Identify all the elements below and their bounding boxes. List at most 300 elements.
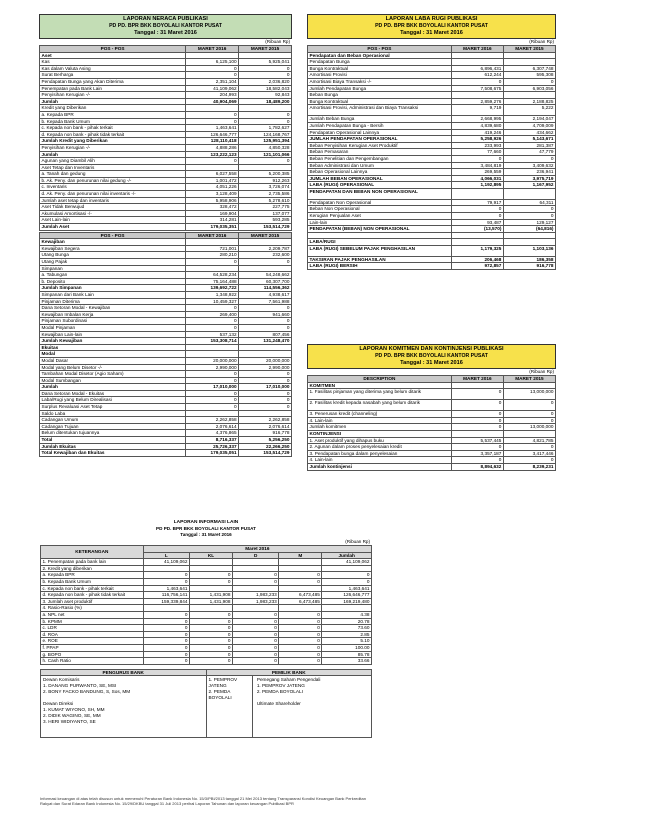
info-value: 0 [143, 658, 189, 665]
labarugi-value: 2,859,276 [451, 98, 503, 105]
aset-value: 0 [186, 118, 239, 125]
kewajiban-label: Jumlah Kewajiban [40, 338, 186, 345]
kewajiban-row [40, 265, 292, 272]
info-title: LAPORAN INFORMASI LAIN [173, 520, 239, 525]
labarugi-header [307, 14, 556, 39]
text-line: Pemegang Saham Pengendali [256, 677, 321, 683]
labarugi-row [308, 169, 556, 176]
labarugi-label: Beban Pemasaran [308, 149, 452, 156]
text-line: 3. HERI WIDIYANTO, SE [43, 719, 96, 725]
ekuitas-value: 20,000,000 [186, 357, 239, 364]
labarugi-row [308, 213, 556, 220]
komitmen-row [308, 457, 556, 464]
labarugi-value: 2,668,995 [451, 116, 503, 123]
info-label: f. PPAP [41, 644, 144, 651]
text-line: 2. PEMDA BOYOLALI [208, 689, 232, 701]
komitmen-row [308, 463, 556, 470]
info-col: D [232, 552, 278, 559]
kewajiban-value: 0 [239, 259, 292, 266]
info-value: 0 [143, 651, 189, 658]
labarugi-value: 79,917 [451, 199, 503, 206]
komitmen-value: 0 [451, 400, 503, 411]
kewajiban-value: 153,308,714 [186, 338, 239, 345]
aset-value: 5,200,385 [239, 171, 292, 178]
labarugi-value: 186,358 [503, 256, 555, 263]
kewajiban-value: 0 [186, 318, 239, 325]
ekuitas-value [186, 410, 239, 417]
aset-value: 4,850,328 [239, 144, 292, 151]
info-date: Tanggal : 31 Maret 2016 [180, 532, 232, 537]
info-value: 0 [143, 638, 189, 645]
labarugi-value [451, 52, 503, 59]
labarugi-value: 5,143,671 [503, 136, 555, 143]
aset-value: 5,278,610 [239, 197, 292, 204]
grand-total-2016: 179,035,051 [186, 450, 239, 457]
text-line: 2. BONY FACKO BANDUNG, S, Sos, MM [43, 689, 131, 695]
kewajiban-label: Kewajiban Lain-lain [40, 331, 186, 338]
info-value: 0 [322, 578, 372, 585]
labarugi-value: 206,468 [451, 256, 503, 263]
info-value: 0 [189, 611, 232, 618]
komitmen-row [308, 400, 556, 411]
komitmen-row [308, 417, 556, 424]
info-label: a. NPL net [41, 611, 144, 618]
aset-value: 0 [239, 118, 292, 125]
bank-officers-table [40, 669, 372, 739]
text-line: Dewan Komisaris [43, 677, 80, 683]
aset-row [40, 105, 292, 112]
aset-label: Penyisihan Kerugian -/- [40, 92, 186, 99]
aset-value: 40,904,069 [186, 98, 239, 105]
labarugi-label: JUMLAH BEBAN OPERASIONAL [308, 175, 452, 182]
labarugi-value: (64,816) [503, 226, 555, 233]
ekuitas-label: Surplus Revaluasi Aset Tetap [40, 404, 186, 411]
labarugi-bank: PD PD. BPR BKK BOYOLALI KANTOR PUSAT [375, 23, 488, 29]
info-label: d. ROA [41, 631, 144, 638]
kewajiban-value: 114,556,362 [239, 285, 292, 292]
kewajiban-value: 7,561,988 [239, 298, 292, 305]
pemilik-list [206, 676, 252, 738]
text-line: 2. DIDIK WAGINO, SE, MM [43, 713, 101, 719]
labarugi-value: 0 [451, 213, 503, 220]
komitmen-value: 3,417,446 [503, 450, 555, 457]
komitmen-value: 5,537,445 [451, 437, 503, 444]
komitmen-value: 0 [503, 400, 555, 411]
kewajiban-value: 941,660 [239, 311, 292, 318]
aset-value: 593,285 [239, 217, 292, 224]
aset-label: Aset Lain-lain [40, 217, 186, 224]
info-value [232, 559, 278, 566]
aset-row [40, 59, 292, 66]
labarugi-label: Amortisasi Biaya Transaksi -/- [308, 78, 452, 85]
ekuitas-row [40, 351, 292, 358]
labarugi-value: 6,307,748 [503, 65, 555, 72]
neraca-aset-table [39, 45, 292, 231]
aset-row [40, 85, 292, 92]
pengurus-list [41, 676, 207, 738]
ekuitas-row [40, 410, 292, 417]
ekuitas-value: 8,716,337 [186, 437, 239, 444]
komitmen-label: KOMITMEN [308, 382, 452, 389]
labarugi-value: 4,709,009 [503, 122, 555, 129]
text-line: 1. PEMPROV JATENG [208, 677, 238, 689]
info-value: 0 [143, 631, 189, 638]
labarugi-value: 434,662 [503, 129, 555, 136]
col-maret-2016: MARET 2016 [186, 46, 239, 53]
info-label: g. BOPO [41, 651, 144, 658]
aset-label: b. Ak. Peny. dan penurunan nilai gedung -/- [40, 177, 186, 184]
info-value: 159,339,844 [143, 598, 189, 605]
info-row [41, 638, 372, 645]
info-table [40, 545, 372, 665]
info-value: 0 [232, 625, 278, 632]
kewajiban-value: 0 [239, 318, 292, 325]
labarugi-value: 4,066,031 [451, 175, 503, 182]
aset-label: c. Kepada non bank - pihak terkait [40, 125, 186, 132]
info-value: 0 [279, 651, 322, 658]
kewajiban-label: Pinjaman Diterima [40, 298, 186, 305]
info-value: 0 [232, 644, 278, 651]
labarugi-value [451, 92, 503, 99]
komitmen-value: 0 [451, 417, 503, 424]
ekuitas-label: Modal Dasar [40, 357, 186, 364]
labarugi-row [308, 129, 556, 136]
aset-value: 6,125,100 [186, 59, 239, 66]
labarugi-row [308, 105, 556, 116]
aset-value: 1,001,472 [186, 177, 239, 184]
ekuitas-label: Total [40, 437, 186, 444]
aset-value: 18,489,200 [239, 98, 292, 105]
komitmen-label: 4. Lain-lain [308, 417, 452, 424]
info-value: 0 [143, 618, 189, 625]
komitmen-row [308, 382, 556, 389]
ekuitas-row [40, 364, 292, 371]
labarugi-row [308, 78, 556, 85]
jumlah-aset-2015: 153,514,729 [239, 224, 292, 231]
labarugi-row [308, 85, 556, 92]
labarugi-label: Jumlah Pendapatan Bunga [308, 85, 452, 92]
ekuitas-value: 22,266,250 [239, 443, 292, 450]
col-maret-2016-2: MARET 2016 [186, 232, 239, 239]
kewajiban-row [40, 259, 292, 266]
kewajiban-value: 280,210 [186, 252, 239, 259]
kewajiban-value: 60,307,700 [239, 278, 292, 285]
komitmen-title: LAPORAN KOMITMEN DAN KONTINJENSI PUBLIKASI [359, 346, 504, 352]
kewajiban-value: 0 [239, 324, 292, 331]
kewajiban-value [239, 265, 292, 272]
info-label: c. Kepada non bank - pihak terkait [41, 585, 144, 592]
info-label: 1. Penempatan pada bank lain [41, 559, 144, 566]
aset-value: 123,222,123 [186, 151, 239, 158]
komitmen-value: 0 [451, 389, 503, 400]
komitmen-label: 1. Fasilitas pinjaman yang diterima yang belum ditarik [308, 389, 452, 400]
komitmen-value: 0 [503, 417, 555, 424]
labarugi-value: 1,192,895 [451, 182, 503, 189]
aset-row [40, 98, 292, 105]
komitmen-label: 2. Fasilitas kredit kepada nasabah yang belum ditarik [308, 400, 452, 411]
neraca-title: LAPORAN NERACA PUBLIKASI [123, 16, 208, 22]
labarugi-row [308, 136, 556, 143]
labarugi-row [308, 263, 556, 270]
kewajiban-value: 54,248,662 [239, 272, 292, 279]
jumlah-aset-label: Jumlah Aset [40, 224, 186, 231]
kewajiban-value: 131,248,470 [239, 338, 292, 345]
komitmen-label: 2. Agunan dalam proses penyelesaian kredit [308, 444, 452, 451]
labarugi-label: PENDAPATAN (BEBAN) NON OPERASIONAL [308, 226, 452, 233]
labarugi-value: 0 [503, 78, 555, 85]
kewajiban-value [186, 265, 239, 272]
labarugi-value [451, 59, 503, 66]
aset-value: 92,843 [239, 92, 292, 99]
labarugi-table [307, 45, 556, 270]
aset-value: 5,925,041 [239, 59, 292, 66]
info-value: 0 [279, 572, 322, 579]
komitmen-value: 0 [451, 444, 503, 451]
neraca-kewajiban-table [39, 232, 292, 457]
aset-row [40, 171, 292, 178]
komitmen-rows [308, 382, 556, 470]
kewajiban-value: 721,001 [186, 245, 239, 252]
labarugi-row [308, 226, 556, 233]
pemilik-text [209, 677, 250, 701]
ekuitas-value: 0 [239, 397, 292, 404]
aset-value [186, 105, 239, 112]
info-value: 6,473,485 [279, 592, 322, 599]
aset-value: 0 [239, 65, 292, 72]
kewajiban-row [40, 278, 292, 285]
labarugi-label: Beban Non Operasional [308, 206, 452, 213]
aset-row [40, 92, 292, 99]
info-label: b. KPMM [41, 618, 144, 625]
info-value: 41,109,062 [143, 559, 189, 566]
labarugi-label: LABA (RUGI) OPERASIONAL [308, 182, 452, 189]
aset-label: Penyisihan Kerugian -/- [40, 144, 186, 151]
labarugi-value [503, 238, 555, 245]
info-label: 4. Rasio-Rasio (%) [41, 605, 144, 612]
info-row [41, 625, 372, 632]
ekuitas-label: Laba/Rugi yang Belum Direalisasi [40, 397, 186, 404]
aset-row [40, 78, 292, 85]
labarugi-value: 281,387 [503, 142, 555, 149]
aset-value: 0 [186, 158, 239, 165]
pemilik-title: PEMILIK BANK [206, 669, 372, 676]
labarugi-value: 77,660 [451, 149, 503, 156]
labarugi-label: JUMLAH PENDAPATAN OPERASIONAL [308, 136, 452, 143]
info-row [41, 631, 372, 638]
ekuitas-label: Dana Setoran Modal - Ekuitas [40, 390, 186, 397]
info-panel [40, 519, 372, 738]
labarugi-row [308, 149, 556, 156]
kewajiban-row [40, 285, 292, 292]
labarugi-unit: (Ribuan Rp) [529, 39, 554, 44]
info-row [41, 592, 372, 599]
aset-label: Jumlah aset tetap dan inventaris [40, 197, 186, 204]
info-value [232, 605, 278, 612]
ekuitas-value: 2,076,614 [186, 423, 239, 430]
info-value: 0 [279, 631, 322, 638]
aset-header: Aset [40, 52, 186, 59]
labarugi-label: Amortisasi Provisi, Administrasi dan Biaya Transaksi [308, 105, 452, 116]
labarugi-value: 1,167,952 [503, 182, 555, 189]
info-value: 0 [232, 638, 278, 645]
labarugi-label: LABA (RUGI) BERSIH [308, 263, 452, 270]
aset-row [40, 65, 292, 72]
info-value: 0 [232, 611, 278, 618]
komitmen-value: 3,357,187 [451, 450, 503, 457]
kewajiban-label: a. Tabungan [40, 272, 186, 279]
ekuitas-value: 0 [186, 377, 239, 384]
aset-label: Jumlah Kredit yang Diberikan [40, 138, 186, 145]
labarugi-row [308, 59, 556, 66]
labarugi-label: Pendapatan dan Beban Operasional [308, 52, 452, 59]
komitmen-value: 0 [451, 411, 503, 418]
km-col-2016: MARET 2016 [451, 376, 503, 383]
aset-label: Akumulasi Amortisasi -/- [40, 210, 186, 217]
text-line: Dewan Direksi [43, 701, 74, 707]
col-maret-2015-2: MARET 2015 [239, 232, 292, 239]
info-value: 0 [279, 658, 322, 665]
info-value: 100.00 [322, 644, 372, 651]
labarugi-value [503, 188, 555, 199]
kewajiban-row [40, 338, 292, 345]
info-value: 20.78 [322, 618, 372, 625]
info-label: 2. Kredit yang diberikan [41, 565, 144, 572]
kewajiban-label: Modal Pinjaman [40, 324, 186, 331]
info-value: 0 [189, 625, 232, 632]
info-row [41, 618, 372, 625]
kewajiban-label: b. Deposito [40, 278, 186, 285]
labarugi-label: Jumlah Pendapatan Bunga - Bersih [308, 122, 452, 129]
info-value: 0 [189, 638, 232, 645]
aset-row [40, 177, 292, 184]
info-value: 1,431,908 [189, 592, 232, 599]
labarugi-value: 9,719 [451, 105, 503, 116]
info-value: 0 [279, 578, 322, 585]
aset-row [40, 158, 292, 165]
ekuitas-rows [40, 351, 292, 450]
labarugi-label: Pendapatan Operasional Lainnya [308, 129, 452, 136]
aset-row [40, 204, 292, 211]
info-col: KL [189, 552, 232, 559]
info-value [279, 565, 322, 572]
kewajiban-row [40, 318, 292, 325]
aset-value: 0 [239, 72, 292, 79]
labarugi-label: Jumlah Beban Bunga [308, 116, 452, 123]
info-value [143, 565, 189, 572]
ekuitas-value: 25,726,337 [186, 443, 239, 450]
kewajiban-label: Jumlah Simpanan [40, 285, 186, 292]
ekuitas-row [40, 357, 292, 364]
kewajiban-row [40, 311, 292, 318]
komitmen-value: 0 [503, 411, 555, 418]
aset-label: Penempatan pada Bank Lain [40, 85, 186, 92]
grand-total-label: Total Kewajiban dan Ekuitas [40, 450, 186, 457]
ekuitas-label: Cadangan Tujuan [40, 423, 186, 430]
labarugi-label: Beban Operasional Lainnya [308, 169, 452, 176]
aset-value: 124,168,767 [239, 131, 292, 138]
ekuitas-value: 2,076,614 [239, 423, 292, 430]
aset-value: 3,726,074 [239, 184, 292, 191]
aset-rows [40, 59, 292, 224]
komitmen-row [308, 389, 556, 400]
labarugi-value: 419,246 [451, 129, 503, 136]
info-value: 116,756,141 [143, 592, 189, 599]
col-maret-2015: MARET 2015 [239, 46, 292, 53]
ekuitas-value: 17,010,000 [186, 384, 239, 391]
ekuitas-value: 0 [186, 404, 239, 411]
aset-value: 128,110,418 [186, 138, 239, 145]
labarugi-row [308, 206, 556, 213]
aset-value: 126,646,777 [186, 131, 239, 138]
kewajiban-row [40, 291, 292, 298]
aset-label: a. Kepada BPR [40, 111, 186, 118]
aset-value: 2,036,820 [239, 78, 292, 85]
info-col: Jumlah [322, 552, 372, 559]
komitmen-value: 0 [503, 444, 555, 451]
labarugi-value: (13,570) [451, 226, 503, 233]
ekuitas-value: 2,262,858 [186, 417, 239, 424]
info-value: 126,646,777 [322, 592, 372, 599]
aset-label: Jumlah [40, 98, 186, 105]
info-value [232, 585, 278, 592]
aset-value [186, 164, 239, 171]
info-value: 0 [189, 578, 232, 585]
komitmen-value: 0 [503, 457, 555, 464]
ekuitas-value: 0 [186, 371, 239, 378]
komitmen-unit: (Ribuan Rp) [529, 369, 554, 374]
labarugi-value: 595,308 [503, 72, 555, 79]
info-row [41, 598, 372, 605]
grand-total-2015: 153,514,729 [239, 450, 292, 457]
ekuitas-label: Saldo Laba [40, 410, 186, 417]
info-unit: (Ribuan Rp) [345, 539, 370, 544]
aset-value: 912,263 [239, 177, 292, 184]
info-value: 169,219,480 [322, 598, 372, 605]
info-label: b. Kepada Bank Umum [41, 578, 144, 585]
ekuitas-value: 0 [239, 377, 292, 384]
komitmen-label: Jumlah kontinjensi [308, 463, 452, 470]
aset-value: 227,775 [239, 204, 292, 211]
ekuitas-value: 0 [239, 371, 292, 378]
info-header [40, 519, 372, 539]
labarugi-row [308, 65, 556, 72]
aset-label: Kredit yang Diberikan [40, 105, 186, 112]
komitmen-row [308, 437, 556, 444]
kewajiban-value: 75,164,488 [186, 278, 239, 285]
aset-value: 0 [186, 72, 239, 79]
labarugi-row [308, 238, 556, 245]
text-line: 2. PEMDA BOYOLALI [256, 689, 303, 695]
labarugi-row [308, 199, 556, 206]
labarugi-row [308, 219, 556, 226]
aset-label: Jumlah [40, 151, 186, 158]
komitmen-row [308, 444, 556, 451]
labarugi-value: 0 [503, 206, 555, 213]
info-value: 0 [279, 644, 322, 651]
labarugi-value: 1,103,136 [503, 245, 555, 256]
neraca-bank: PD PD. BPR BKK BOYOLALI KANTOR PUSAT [109, 23, 222, 29]
aset-label: Kas dalam Valuta Asing [40, 65, 186, 72]
komitmen-label: 4. Lain-lain [308, 457, 452, 464]
labarugi-row [308, 155, 556, 162]
komitmen-row [308, 430, 556, 437]
labarugi-value: 47,779 [503, 149, 555, 156]
labarugi-row [308, 122, 556, 129]
info-row [41, 565, 372, 572]
info-value [232, 565, 278, 572]
ekuitas-value: 17,010,000 [239, 384, 292, 391]
info-value [189, 585, 232, 592]
